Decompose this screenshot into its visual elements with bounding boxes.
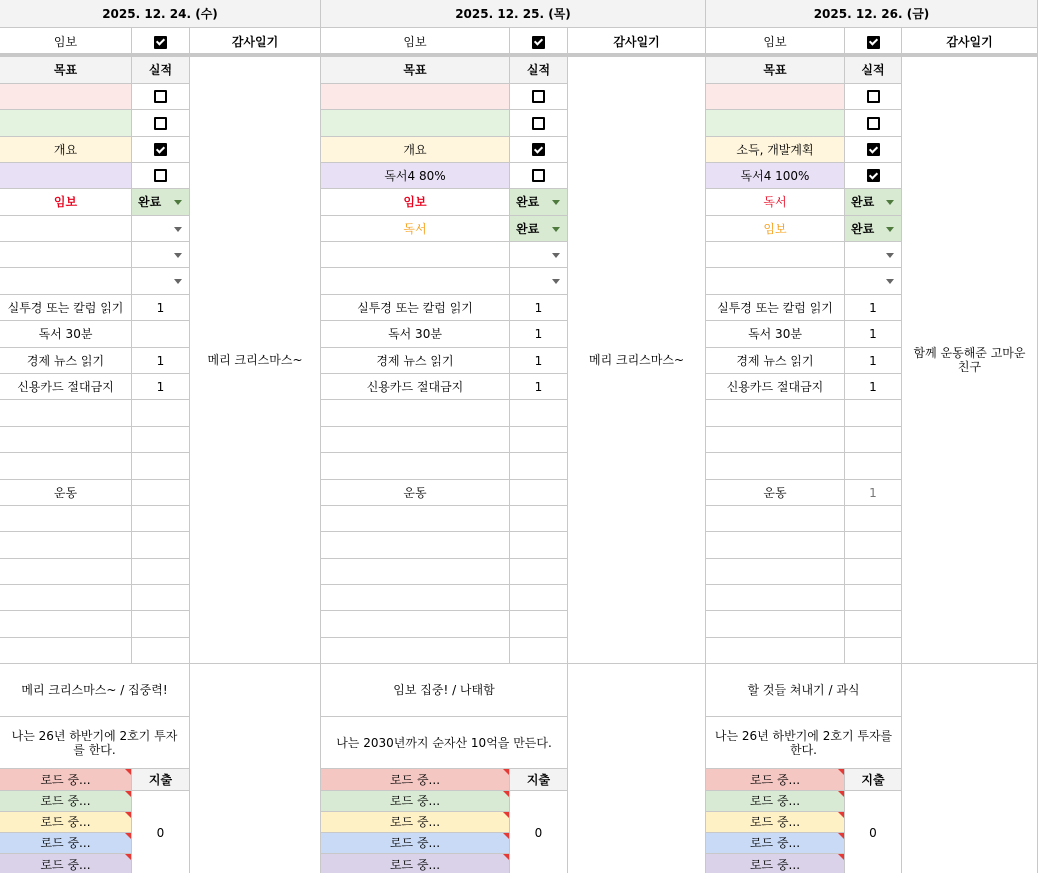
gratitude-entry[interactable] xyxy=(568,57,706,664)
habit-value-cell[interactable] xyxy=(510,400,568,427)
loading-cell[interactable] xyxy=(706,812,845,833)
gratitude-entry[interactable] xyxy=(190,57,321,664)
loading-text: 로드 중... xyxy=(749,794,801,808)
goal-checkbox-cell[interactable] xyxy=(132,110,190,137)
habit-cell[interactable]: 경제 뉴스 읽기 xyxy=(706,348,845,374)
habit-cell[interactable]: 독서 30분 xyxy=(0,321,132,348)
goal-checkbox-cell[interactable] xyxy=(132,163,190,189)
habit-value-cell[interactable] xyxy=(845,585,902,611)
habit-cell[interactable]: 실투경 또는 칼럼 읽기 xyxy=(706,295,845,321)
goal-column-header: 목표 xyxy=(321,57,510,84)
loading-text: 로드 중... xyxy=(749,772,801,787)
checkbox-checked-icon[interactable] xyxy=(154,36,167,49)
dropdown-arrow-icon[interactable] xyxy=(552,227,560,232)
checkbox-checked-icon[interactable] xyxy=(867,169,880,182)
dropdown-arrow-icon[interactable] xyxy=(886,227,894,232)
habit-cell[interactable] xyxy=(321,532,510,559)
checkbox-unchecked-icon[interactable] xyxy=(867,117,880,130)
gratitude-header: 감사일기 xyxy=(902,28,1038,57)
dropdown-arrow-icon[interactable] xyxy=(174,200,182,205)
habit-value-cell[interactable] xyxy=(510,585,568,611)
date-header: 2025. 12. 24. (수) xyxy=(0,0,321,28)
habit-cell[interactable] xyxy=(706,585,845,611)
comment-marker-icon xyxy=(125,812,131,818)
task-cell[interactable] xyxy=(321,268,510,295)
habit-cell[interactable] xyxy=(706,611,845,638)
habit-value-cell[interactable] xyxy=(132,453,190,480)
habit-cell[interactable] xyxy=(0,427,132,453)
habit-cell[interactable]: 운동 xyxy=(0,480,132,506)
habit-value-cell[interactable] xyxy=(845,532,902,559)
habit-cell[interactable] xyxy=(321,400,510,427)
habit-value-cell[interactable] xyxy=(132,585,190,611)
loading-text: 로드 중... xyxy=(749,857,801,872)
habit-value-cell[interactable] xyxy=(510,559,568,585)
comment-marker-icon xyxy=(838,854,844,860)
habit-cell[interactable] xyxy=(706,427,845,453)
habit-value-cell[interactable]: 1 xyxy=(132,348,190,374)
habit-cell[interactable]: 독서 30분 xyxy=(321,321,510,348)
loading-cell[interactable] xyxy=(706,854,845,873)
blank-cell xyxy=(190,664,321,873)
status-value: 완료 xyxy=(138,195,162,209)
comment-marker-icon xyxy=(125,791,131,797)
dropdown-arrow-icon[interactable] xyxy=(552,200,560,205)
habit-value-cell[interactable] xyxy=(510,506,568,532)
checkbox-unchecked-icon[interactable] xyxy=(154,169,167,182)
habit-value-cell[interactable] xyxy=(132,559,190,585)
loading-cell[interactable] xyxy=(0,769,132,791)
checkbox-unchecked-icon[interactable] xyxy=(532,169,545,182)
habit-value-cell[interactable] xyxy=(510,427,568,453)
loading-text: 로드 중... xyxy=(40,857,91,872)
task-cell[interactable] xyxy=(0,242,132,268)
loading-cell[interactable] xyxy=(0,833,132,854)
comment-marker-icon xyxy=(838,769,844,775)
expense-value[interactable]: 0 xyxy=(132,791,190,873)
loading-text: 로드 중... xyxy=(40,815,91,829)
expense-value[interactable]: 0 xyxy=(510,791,568,873)
top-label: 임보 xyxy=(0,28,132,57)
habit-cell[interactable] xyxy=(706,638,845,664)
blank-cell xyxy=(568,664,706,873)
goal-checkbox-cell[interactable] xyxy=(845,110,902,137)
loading-cell[interactable] xyxy=(706,769,845,791)
habit-cell[interactable]: 신용카드 절대금지 xyxy=(0,374,132,400)
comment-marker-icon xyxy=(503,791,509,797)
gratitude-entry[interactable] xyxy=(902,57,1038,664)
habit-cell[interactable] xyxy=(0,611,132,638)
expense-header: 지출 xyxy=(132,769,190,791)
blank-cell xyxy=(902,664,1038,873)
dropdown-arrow-icon[interactable] xyxy=(886,279,894,284)
comment-marker-icon xyxy=(503,769,509,775)
habit-value-cell[interactable]: 1 xyxy=(510,348,568,374)
goal-checkbox-cell[interactable] xyxy=(510,84,568,110)
comment-marker-icon xyxy=(503,854,509,860)
habit-cell[interactable] xyxy=(706,506,845,532)
dropdown-arrow-icon[interactable] xyxy=(552,253,560,258)
top-label: 임보 xyxy=(321,28,510,57)
goal-column-header: 목표 xyxy=(0,57,132,84)
habit-value-cell[interactable] xyxy=(132,427,190,453)
date-header: 2025. 12. 26. (금) xyxy=(706,0,1038,28)
checkbox-checked-icon[interactable] xyxy=(154,143,167,156)
checkbox-checked-icon[interactable] xyxy=(532,36,545,49)
loading-cell[interactable] xyxy=(321,812,510,833)
habit-value-cell[interactable] xyxy=(845,611,902,638)
habit-cell[interactable]: 신용카드 절대금지 xyxy=(321,374,510,400)
expense-header: 지출 xyxy=(510,769,568,791)
gratitude-header: 감사일기 xyxy=(568,28,706,57)
gratitude-text: 메리 크리스마스~ xyxy=(588,353,684,367)
loading-cell[interactable] xyxy=(0,854,132,873)
status-value: 완료 xyxy=(851,221,875,236)
habit-value-cell[interactable]: 1 xyxy=(845,374,902,400)
goal-cell[interactable]: 소득, 개발계획 xyxy=(706,137,845,163)
goal-checkbox-cell[interactable] xyxy=(510,137,568,163)
habit-value-cell[interactable]: 1 xyxy=(845,348,902,374)
loading-text: 로드 중... xyxy=(389,815,441,829)
habit-cell[interactable] xyxy=(0,559,132,585)
result-column-header: 실적 xyxy=(132,57,190,84)
dropdown-arrow-icon[interactable] xyxy=(886,253,894,258)
comment-marker-icon xyxy=(838,812,844,818)
habit-value-cell[interactable]: 1 xyxy=(510,374,568,400)
loading-cell[interactable] xyxy=(706,791,845,812)
goal-cell[interactable]: 개요 xyxy=(0,137,132,163)
habit-value-cell[interactable]: 1 xyxy=(510,321,568,348)
habit-cell[interactable] xyxy=(321,585,510,611)
loading-cell[interactable] xyxy=(321,769,510,791)
goal-checkbox-cell[interactable] xyxy=(132,137,190,163)
task-cell[interactable] xyxy=(0,216,132,242)
result-column-header: 실적 xyxy=(845,57,902,84)
habit-cell[interactable]: 운동 xyxy=(706,480,845,506)
comment-marker-icon xyxy=(125,769,131,775)
habit-cell[interactable] xyxy=(0,506,132,532)
gratitude-text: 메리 크리스마스~ xyxy=(207,353,303,367)
habit-cell[interactable] xyxy=(706,532,845,559)
checkbox-checked-icon[interactable] xyxy=(532,143,545,156)
habit-value-cell[interactable] xyxy=(132,400,190,427)
goal-cell[interactable]: 개요 xyxy=(321,137,510,163)
goal-checkbox-cell[interactable] xyxy=(510,110,568,137)
task-cell[interactable]: 독서 xyxy=(706,189,845,216)
goal-cell[interactable] xyxy=(321,110,510,137)
affirmation[interactable]: 나는 26년 하반기에 2호기 투자를 한다. xyxy=(706,717,902,769)
comment-marker-icon xyxy=(503,833,509,839)
goal-checkbox-cell[interactable] xyxy=(510,163,568,189)
habit-cell[interactable]: 신용카드 절대금지 xyxy=(706,374,845,400)
affirmation[interactable]: 나는 26년 하반기에 2호기 투자를 한다. xyxy=(0,717,190,769)
habit-cell[interactable] xyxy=(0,400,132,427)
habit-value-cell[interactable] xyxy=(132,532,190,559)
habit-cell[interactable] xyxy=(321,427,510,453)
task-cell[interactable]: 임보 xyxy=(0,189,132,216)
task-cell[interactable]: 임보 xyxy=(706,216,845,242)
status-dropdown[interactable] xyxy=(845,242,902,268)
loading-cell[interactable] xyxy=(0,791,132,812)
task-cell[interactable] xyxy=(0,268,132,295)
habit-value-cell[interactable] xyxy=(132,321,190,348)
habit-value-cell[interactable] xyxy=(845,453,902,480)
comment-marker-icon xyxy=(125,854,131,860)
habit-cell[interactable]: 실투경 또는 칼럼 읽기 xyxy=(321,295,510,321)
status-dropdown[interactable] xyxy=(132,189,190,216)
checkbox-unchecked-icon[interactable] xyxy=(154,90,167,103)
expense-header: 지출 xyxy=(845,769,902,791)
habit-cell[interactable] xyxy=(0,585,132,611)
goal-checkbox-cell[interactable] xyxy=(845,163,902,189)
habit-value-cell[interactable] xyxy=(845,638,902,664)
goal-checkbox-cell[interactable] xyxy=(845,84,902,110)
loading-cell[interactable] xyxy=(321,854,510,873)
loading-text: 로드 중... xyxy=(389,794,441,808)
comment-marker-icon xyxy=(838,833,844,839)
status-dropdown[interactable] xyxy=(845,268,902,295)
status-dropdown[interactable] xyxy=(510,189,568,216)
loading-cell[interactable] xyxy=(321,833,510,854)
dropdown-arrow-icon[interactable] xyxy=(552,279,560,284)
status-value: 완료 xyxy=(516,221,540,236)
habit-cell[interactable] xyxy=(0,638,132,664)
expense-value[interactable]: 0 xyxy=(845,791,902,873)
habit-value-cell[interactable]: 1 xyxy=(132,295,190,321)
daily-summary[interactable]: 할 것들 쳐내기 / 과식 xyxy=(706,664,902,717)
checkbox-unchecked-icon[interactable] xyxy=(867,90,880,103)
loading-text: 로드 중... xyxy=(389,772,441,787)
comment-marker-icon xyxy=(838,791,844,797)
habit-value-cell[interactable] xyxy=(510,453,568,480)
task-cell[interactable]: 임보 xyxy=(321,189,510,216)
status-dropdown[interactable] xyxy=(510,216,568,242)
goal-cell[interactable] xyxy=(0,163,132,189)
habit-value-cell[interactable] xyxy=(510,532,568,559)
habit-value-cell[interactable] xyxy=(132,506,190,532)
habit-cell[interactable] xyxy=(321,559,510,585)
habit-cell[interactable] xyxy=(706,559,845,585)
status-value: 완료 xyxy=(516,195,540,209)
daily-summary[interactable]: 임보 집중! / 나태함 xyxy=(321,664,568,717)
habit-cell[interactable] xyxy=(0,453,132,480)
task-cell[interactable] xyxy=(706,242,845,268)
checkbox-unchecked-icon[interactable] xyxy=(532,117,545,130)
habit-value-cell[interactable] xyxy=(845,559,902,585)
checkbox-checked-icon[interactable] xyxy=(867,36,880,49)
habit-cell[interactable]: 경제 뉴스 읽기 xyxy=(0,348,132,374)
habit-value-cell[interactable]: 1 xyxy=(510,295,568,321)
habit-value-cell[interactable] xyxy=(132,480,190,506)
goal-column-header: 목표 xyxy=(706,57,845,84)
dropdown-arrow-icon[interactable] xyxy=(174,253,182,258)
comment-marker-icon xyxy=(125,833,131,839)
loading-cell[interactable] xyxy=(706,833,845,854)
status-value: 완료 xyxy=(851,195,875,209)
goal-cell[interactable] xyxy=(0,110,132,137)
habit-cell[interactable] xyxy=(321,611,510,638)
goal-cell[interactable] xyxy=(706,84,845,110)
loading-text: 로드 중... xyxy=(40,794,91,808)
goal-checkbox-cell[interactable] xyxy=(132,84,190,110)
goal-checkbox-cell[interactable] xyxy=(845,137,902,163)
top-label: 임보 xyxy=(706,28,845,57)
loading-text: 로드 중... xyxy=(40,772,91,787)
habit-value-cell[interactable] xyxy=(845,427,902,453)
habit-value-cell[interactable] xyxy=(510,611,568,638)
habit-cell[interactable] xyxy=(0,532,132,559)
habit-value-cell[interactable] xyxy=(510,638,568,664)
goal-cell[interactable]: 독서4 100% xyxy=(706,163,845,189)
task-cell[interactable]: 독서 xyxy=(321,216,510,242)
habit-value-cell[interactable] xyxy=(845,506,902,532)
daily-summary[interactable]: 메리 크리스마스~ / 집중력! xyxy=(0,664,190,717)
loading-text: 로드 중... xyxy=(40,836,91,850)
loading-text: 로드 중... xyxy=(749,836,801,850)
affirmation[interactable]: 나는 2030년까지 순자산 10억을 만든다. xyxy=(321,717,568,769)
loading-text: 로드 중... xyxy=(749,815,801,829)
habit-value-cell[interactable]: 1 xyxy=(132,374,190,400)
habit-value-cell[interactable] xyxy=(132,638,190,664)
habit-cell[interactable] xyxy=(321,506,510,532)
dropdown-arrow-icon[interactable] xyxy=(174,279,182,284)
status-dropdown[interactable] xyxy=(132,268,190,295)
goal-cell[interactable] xyxy=(0,84,132,110)
status-dropdown[interactable] xyxy=(132,216,190,242)
status-dropdown[interactable] xyxy=(845,189,902,216)
date-header: 2025. 12. 25. (목) xyxy=(321,0,706,28)
loading-cell[interactable] xyxy=(321,791,510,812)
task-cell[interactable] xyxy=(321,242,510,268)
status-dropdown[interactable] xyxy=(132,242,190,268)
habit-cell[interactable]: 독서 30분 xyxy=(706,321,845,348)
habit-value-cell[interactable] xyxy=(845,400,902,427)
dropdown-arrow-icon[interactable] xyxy=(174,227,182,232)
status-dropdown[interactable] xyxy=(845,216,902,242)
task-cell[interactable] xyxy=(706,268,845,295)
status-dropdown[interactable] xyxy=(510,242,568,268)
habit-cell[interactable] xyxy=(706,400,845,427)
goal-cell[interactable]: 독서4 80% xyxy=(321,163,510,189)
loading-text: 로드 중... xyxy=(389,836,441,850)
habit-cell[interactable]: 실투경 또는 칼럼 읽기 xyxy=(0,295,132,321)
gratitude-header: 감사일기 xyxy=(190,28,321,57)
checkbox-unchecked-icon[interactable] xyxy=(532,90,545,103)
habit-value-cell[interactable]: 1 xyxy=(845,321,902,348)
habit-cell[interactable]: 경제 뉴스 읽기 xyxy=(321,348,510,374)
comment-marker-icon xyxy=(503,812,509,818)
checkbox-unchecked-icon[interactable] xyxy=(154,117,167,130)
dropdown-arrow-icon[interactable] xyxy=(886,200,894,205)
habit-cell[interactable] xyxy=(706,453,845,480)
habit-value-cell[interactable] xyxy=(510,480,568,506)
habit-value-cell[interactable]: 1 xyxy=(845,480,902,506)
status-dropdown[interactable] xyxy=(510,268,568,295)
gratitude-text: 함께 운동해준 고마운 친구 xyxy=(913,346,1026,374)
habit-cell[interactable] xyxy=(321,453,510,480)
habit-cell[interactable] xyxy=(321,638,510,664)
goal-cell[interactable] xyxy=(706,110,845,137)
loading-text: 로드 중... xyxy=(389,857,441,872)
goal-cell[interactable] xyxy=(321,84,510,110)
frozen-row-divider xyxy=(0,53,1038,57)
habit-value-cell[interactable]: 1 xyxy=(845,295,902,321)
habit-cell[interactable]: 운동 xyxy=(321,480,510,506)
loading-cell[interactable] xyxy=(0,812,132,833)
result-column-header: 실적 xyxy=(510,57,568,84)
habit-value-cell[interactable] xyxy=(132,611,190,638)
checkbox-checked-icon[interactable] xyxy=(867,143,880,156)
